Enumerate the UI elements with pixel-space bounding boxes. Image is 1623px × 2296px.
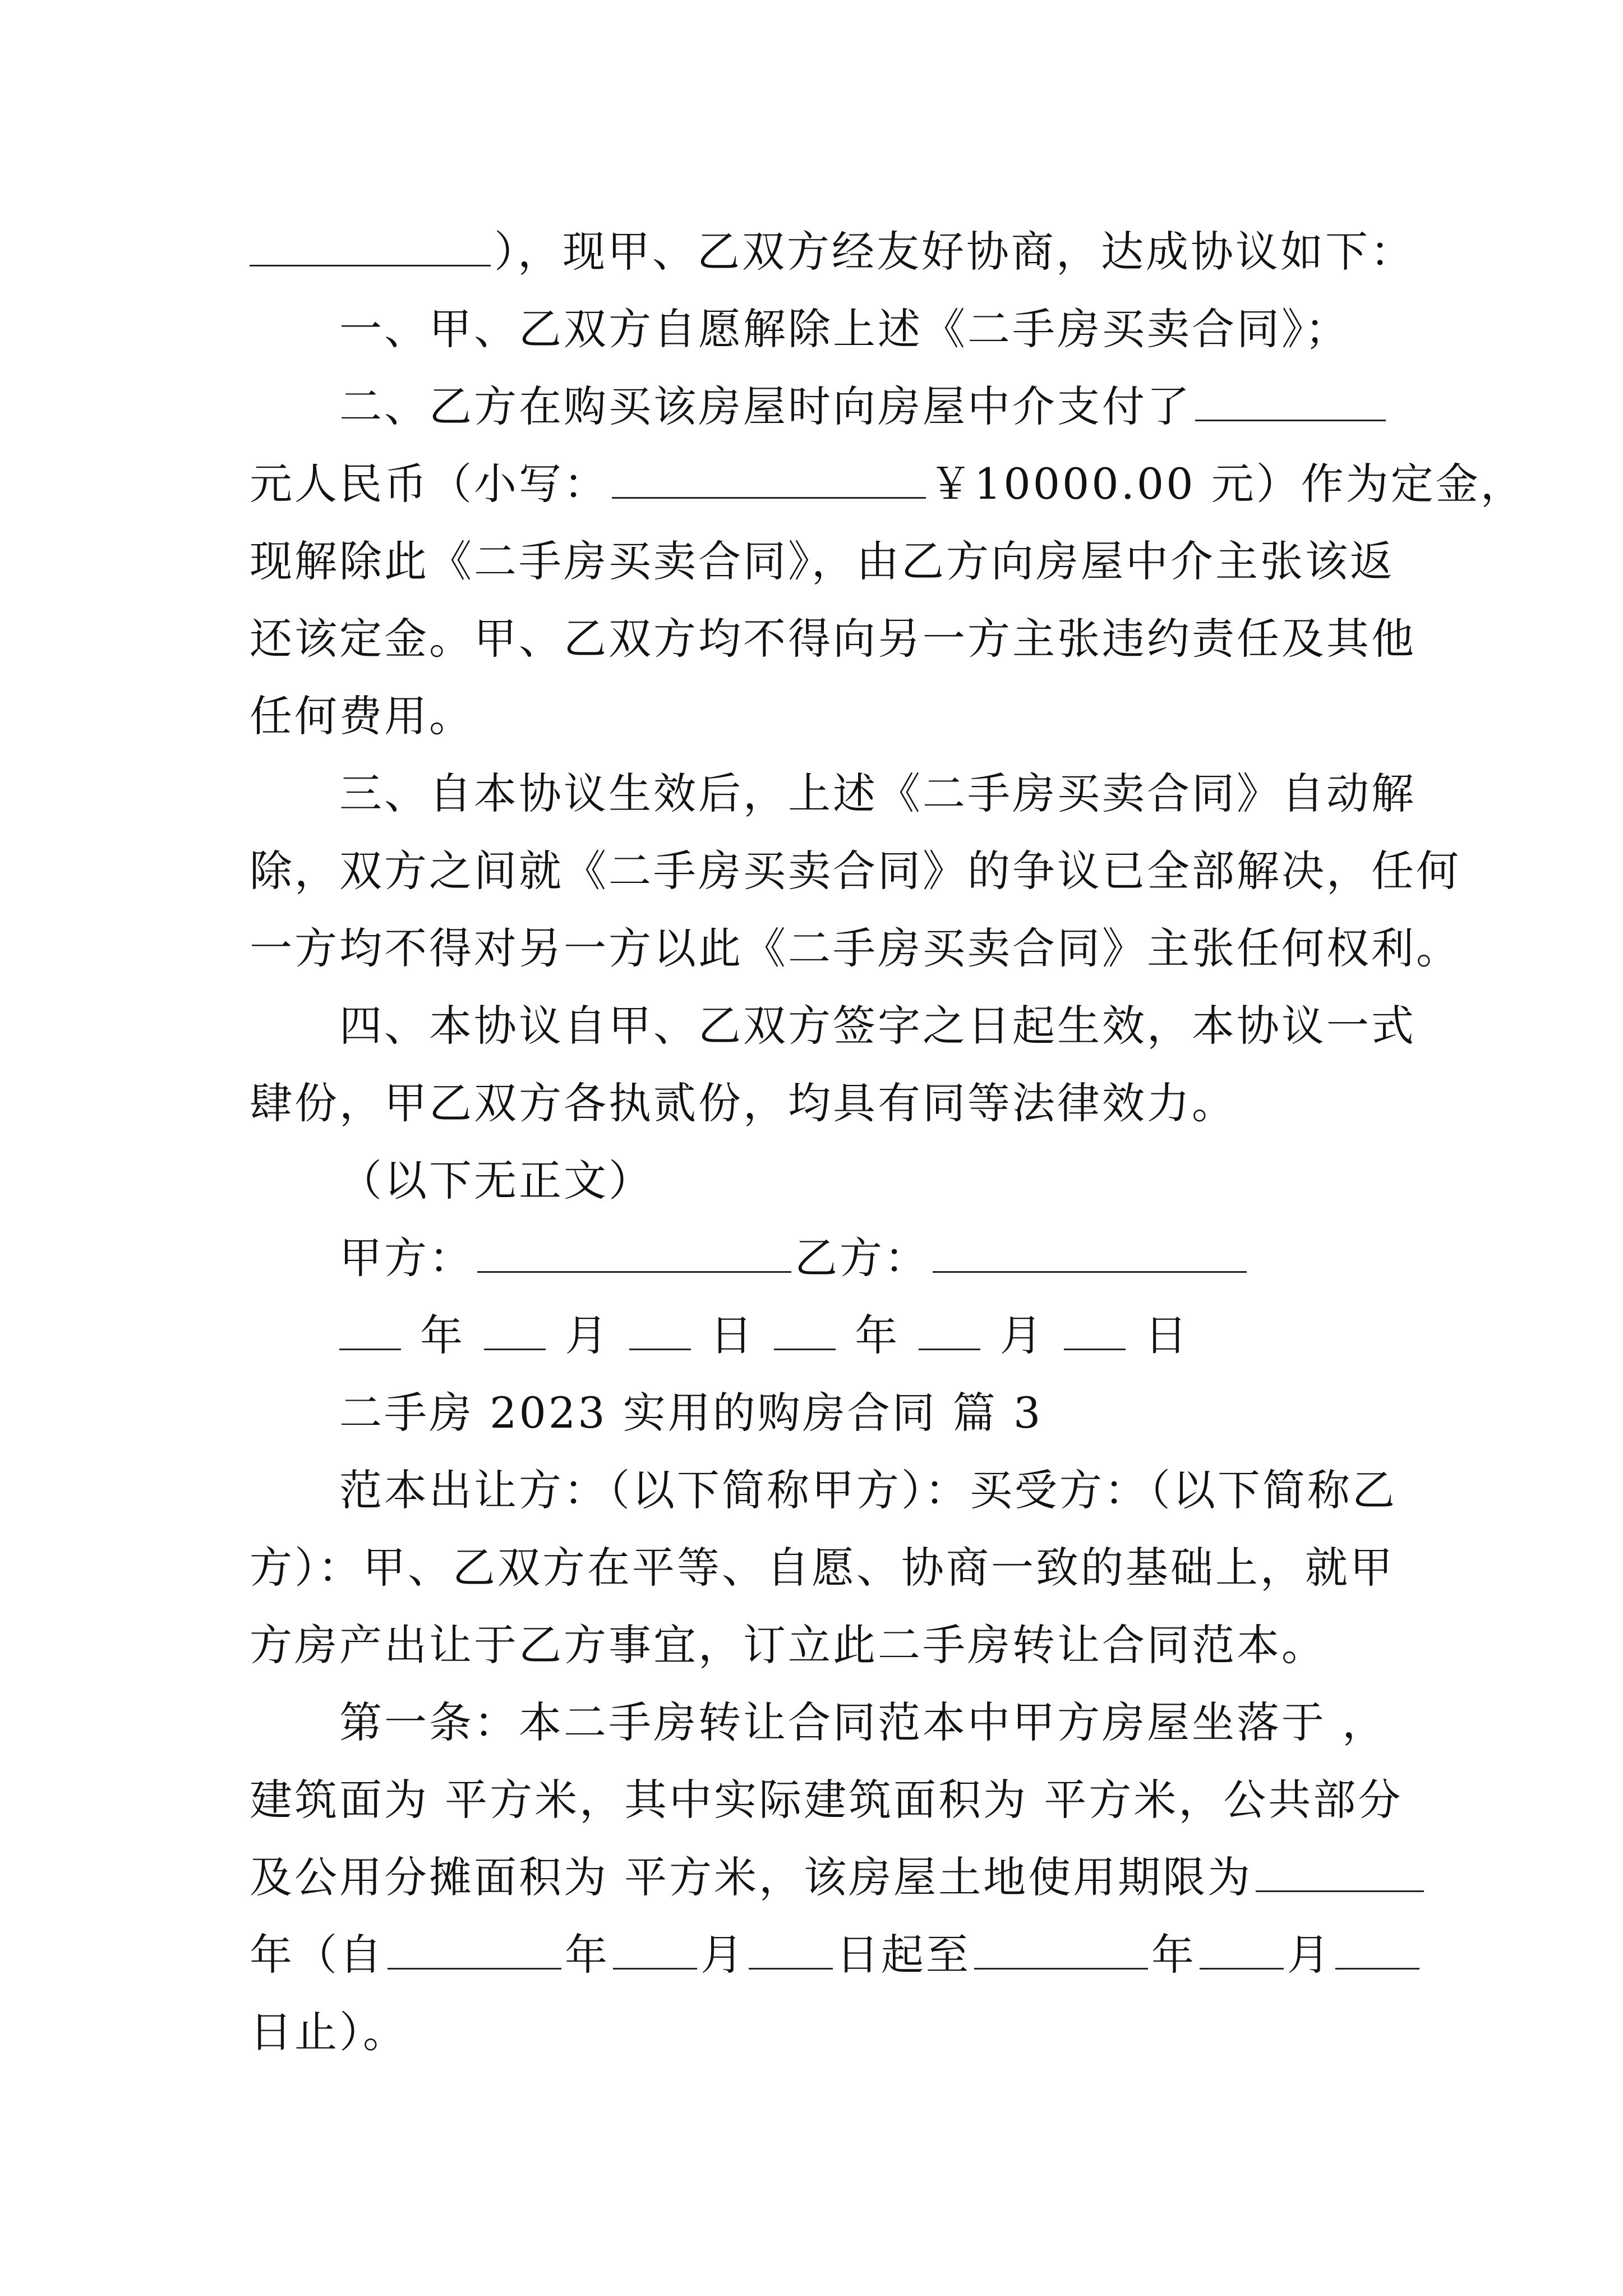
fill-blank: [1064, 1309, 1126, 1350]
line-text: 肆份，甲乙双方各执贰份，均具有同等法律效力。: [250, 1078, 1237, 1128]
fill-blank: [774, 1309, 836, 1350]
document-body: [250, 213, 1525, 2071]
article-1: [250, 1684, 1387, 1761]
line-text: 建筑面为 平方米，其中实际建筑面积为 平方米，公共部分: [250, 1775, 1403, 1825]
date-month-label: 月: [565, 1310, 610, 1360]
text-line: [250, 832, 1461, 910]
line-text: 第一条：本二手房转让合同范本中甲方房屋坐落于 ，: [339, 1697, 1387, 1747]
line-text: 除，双方之间就《二手房买卖合同》的争议已全部解决，任何: [250, 846, 1461, 896]
text-line: [250, 1761, 1403, 1839]
line-text: 月: [1287, 1930, 1332, 1980]
text-line: [250, 523, 1395, 600]
date-day-label: 日: [1144, 1310, 1189, 1360]
line-text: 元人民币（小写：: [250, 459, 608, 509]
line-text: （以下无正文）: [339, 1156, 653, 1205]
clause-4: [250, 987, 1416, 1065]
fill-blank: [1195, 380, 1386, 421]
text-line: [250, 213, 1415, 291]
text-line: [250, 1607, 1382, 1684]
no-more-text-note: [250, 1142, 1382, 1220]
text-line: [250, 1994, 1382, 2071]
line-text: 二手房 2023 实用的购房合同 篇 3: [339, 1388, 1043, 1438]
fill-blank: [749, 1929, 833, 1970]
fill-blank: [629, 1309, 691, 1350]
line-text: 年: [565, 1930, 610, 1980]
line-text: 月: [700, 1930, 745, 1980]
clause-3: [250, 755, 1416, 832]
date-year-label: 年: [420, 1310, 465, 1360]
line-text: 年（自: [250, 1930, 384, 1980]
clause-1: [250, 291, 1382, 368]
line-text: 日起至: [836, 1930, 971, 1980]
section-heading: [250, 1374, 1382, 1452]
line-text: 一方均不得对另一方以此《二手房买卖合同》主张任何权利。: [250, 923, 1461, 973]
text-line: [250, 600, 1416, 678]
line-text: 还该定金。甲、乙双方均不得向另一方主张违约责任及其他: [250, 614, 1416, 664]
fill-blank: [1335, 1929, 1419, 1970]
party-a-signature-blank: [477, 1232, 791, 1273]
text-line: [250, 1452, 1397, 1529]
line-text: 三、自本协议生效后，上述《二手房买卖合同》自动解: [339, 769, 1416, 818]
text-line: [250, 678, 1382, 755]
line-text: ￥10000.00 元）作为定金，: [929, 459, 1525, 509]
text-line: [250, 1916, 1382, 1994]
party-b-signature-blank: [933, 1232, 1247, 1273]
line-text: 方房产出让于乙方事宜，订立此二手房转让合同范本。: [250, 1620, 1326, 1670]
fill-blank: [339, 1309, 401, 1350]
fill-blank: [919, 1309, 980, 1350]
date-month-label: 月: [999, 1310, 1045, 1360]
signature-row: [250, 1220, 1382, 1297]
line-text: 一、甲、乙双方自愿解除上述《二手房买卖合同》；: [339, 304, 1350, 354]
text-line: [250, 1529, 1395, 1607]
fill-blank: [250, 226, 491, 266]
fill-blank: [612, 458, 926, 499]
line-text: 方）：甲、乙双方在平等、自愿、协商一致的基础上，就甲: [250, 1543, 1395, 1593]
line-text: 及公用分摊面积为 平方米，该房屋土地使用期限为: [250, 1852, 1253, 1902]
fill-blank: [484, 1309, 546, 1350]
text-line: [250, 910, 1461, 987]
date-day-label: 日: [709, 1310, 755, 1360]
party-b-label: 乙方：: [795, 1233, 929, 1283]
date-row: [250, 1297, 1382, 1374]
fill-blank: [974, 1929, 1148, 1970]
line-text: 范本出让方：（以下简称甲方）：买受方：（以下简称乙: [339, 1465, 1397, 1515]
clause-2: [250, 368, 1382, 445]
line-text: 年: [1151, 1930, 1196, 1980]
line-text: 日止）。: [250, 2007, 408, 2057]
line-text: 现解除此《二手房买卖合同》，由乙方向房屋中介主张该返: [250, 536, 1395, 586]
line-text: 二、乙方在购买该房屋时向房屋中介支付了: [339, 381, 1192, 431]
fill-blank: [388, 1929, 561, 1970]
text-line: [250, 445, 1525, 523]
fill-blank: [1256, 1851, 1424, 1892]
fill-blank: [1200, 1929, 1284, 1970]
text-line: [250, 1839, 1382, 1916]
line-text: ），现甲、乙双方经友好协商，达成协议如下：: [494, 227, 1415, 277]
line-text: 任何费用。: [250, 691, 474, 741]
text-line: [250, 1065, 1382, 1142]
party-a-label: 甲方：: [339, 1233, 474, 1283]
fill-blank: [613, 1929, 697, 1970]
line-text: 四、本协议自甲、乙双方签字之日起生效，本协议一式: [339, 1001, 1416, 1051]
date-year-label: 年: [855, 1310, 900, 1360]
